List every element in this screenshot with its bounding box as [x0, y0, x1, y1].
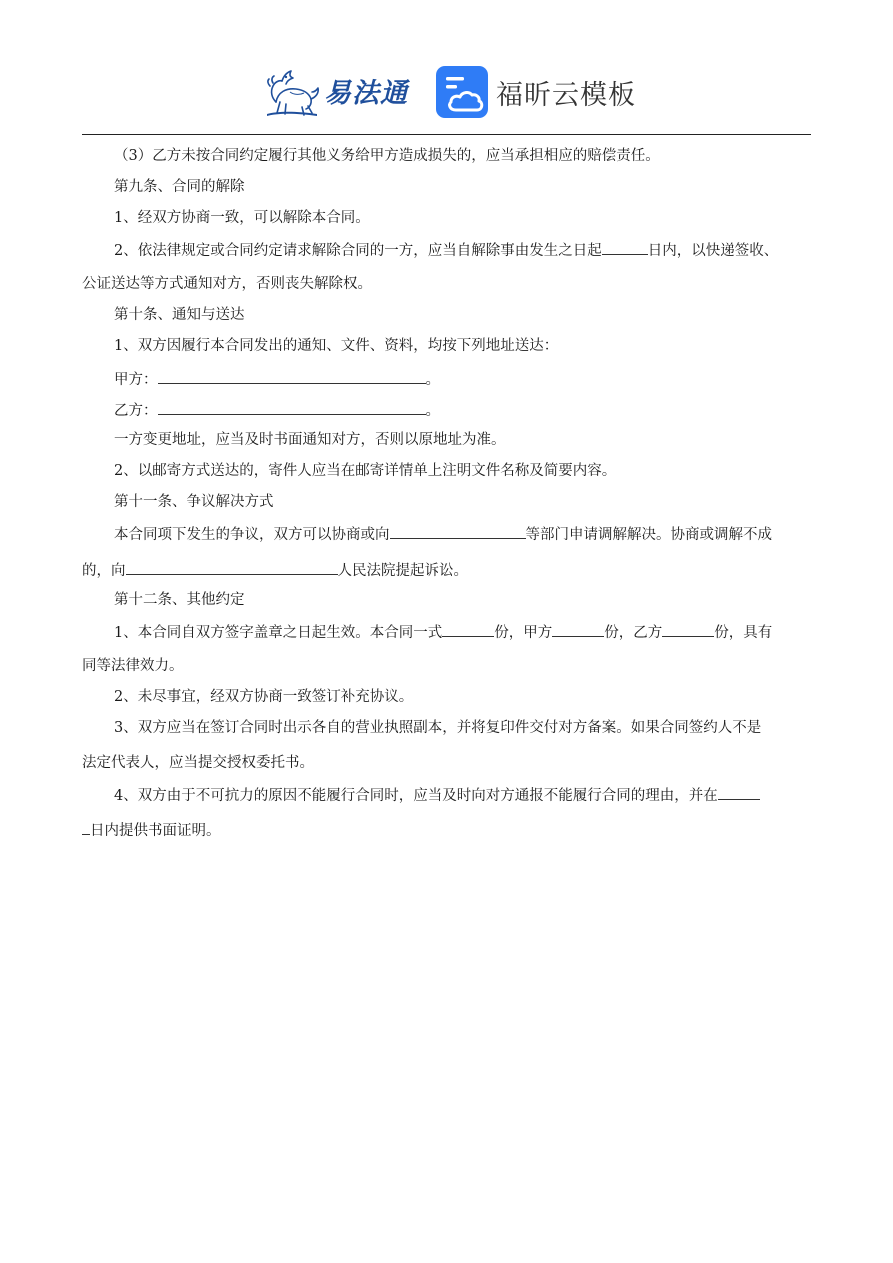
clause-10-1: 1、双方因履行本合同发出的通知、文件、资料，均按下列地址送达：	[114, 338, 559, 354]
clause-9-1: 1、经双方协商一致，可以解除本合同。	[114, 210, 370, 226]
copies-total-blank	[442, 621, 494, 637]
heading-article-9: 第九条、合同的解除	[114, 179, 245, 195]
mediation-body-blank	[390, 523, 526, 539]
fuxin-logo	[436, 66, 636, 118]
clause-10-address-change: 一方变更地址，应当及时书面通知对方，否则以原地址为准。	[114, 432, 506, 448]
party-b-address-blank	[158, 399, 426, 415]
blank-days	[602, 239, 648, 255]
party-a-address-line: 甲方： 。	[114, 368, 440, 390]
clause-12-1-line-1: 1、本合同自双方签字盖章之日起生效。本合同一式 份，甲方 份，乙方 份，具有	[114, 621, 811, 643]
party-b-address-line: 乙方： 。	[114, 399, 440, 421]
party-a-address-blank	[158, 368, 426, 384]
copies-party-a-blank	[552, 621, 604, 637]
heading-article-12: 第十二条、其他约定	[114, 592, 245, 608]
qilin-icon	[262, 62, 324, 118]
court-name-blank	[126, 559, 338, 575]
cloud-document-icon	[436, 66, 488, 118]
copies-party-b-blank	[662, 621, 714, 637]
clause-12-4-line-2: 日内提供书面证明。	[82, 819, 221, 841]
clause-12-3-line-1: 3、双方应当在签订合同时出示各自的营业执照副本，并将复印件交付对方备案。如果合同签约人不是	[114, 720, 762, 736]
clause-9-2-line-1: 2、依法律规定或合同约定请求解除合同的一方，应当自解除事由发生之日起 日内，以快递签收、	[114, 239, 811, 261]
proof-days-blank-part-2	[82, 819, 90, 835]
fuxin-logo-text: 福昕云模板	[496, 79, 636, 111]
yifatong-logo-text: 易法通	[324, 77, 408, 109]
heading-article-11: 第十一条、争议解决方式	[114, 494, 274, 510]
page-header	[0, 0, 893, 135]
proof-days-blank-part-1	[718, 784, 760, 800]
clause-11-line-1: 本合同项下发生的争议，双方可以协商或向 等部门申请调解解决。协商或调解不成	[114, 523, 772, 545]
clause-11-line-2: 的，向 人民法院提起诉讼。	[82, 559, 468, 581]
clause-10-2: 2、以邮寄方式送达的，寄件人应当在邮寄详情单上注明文件名称及简要内容。	[114, 463, 617, 479]
clause-9-2-line-2: 公证送达等方式通知对方，否则丧失解除权。	[82, 276, 372, 292]
yifatong-logo	[262, 62, 414, 118]
header-divider	[82, 134, 811, 135]
clause-8-3: （3）乙方未按合同约定履行其他义务给甲方造成损失的，应当承担相应的赔偿责任。	[114, 148, 660, 164]
clause-12-4-line-1: 4、双方由于不可抗力的原因不能履行合同时，应当及时向对方通报不能履行合同的理由，并在	[114, 784, 811, 806]
clause-12-1-line-2: 同等法律效力。	[82, 658, 184, 674]
clause-12-2: 2、未尽事宜，经双方协商一致签订补充协议。	[114, 689, 414, 705]
clause-12-3-line-2: 法定代表人，应当提交授权委托书。	[82, 755, 314, 771]
heading-article-10: 第十条、通知与送达	[114, 307, 245, 323]
